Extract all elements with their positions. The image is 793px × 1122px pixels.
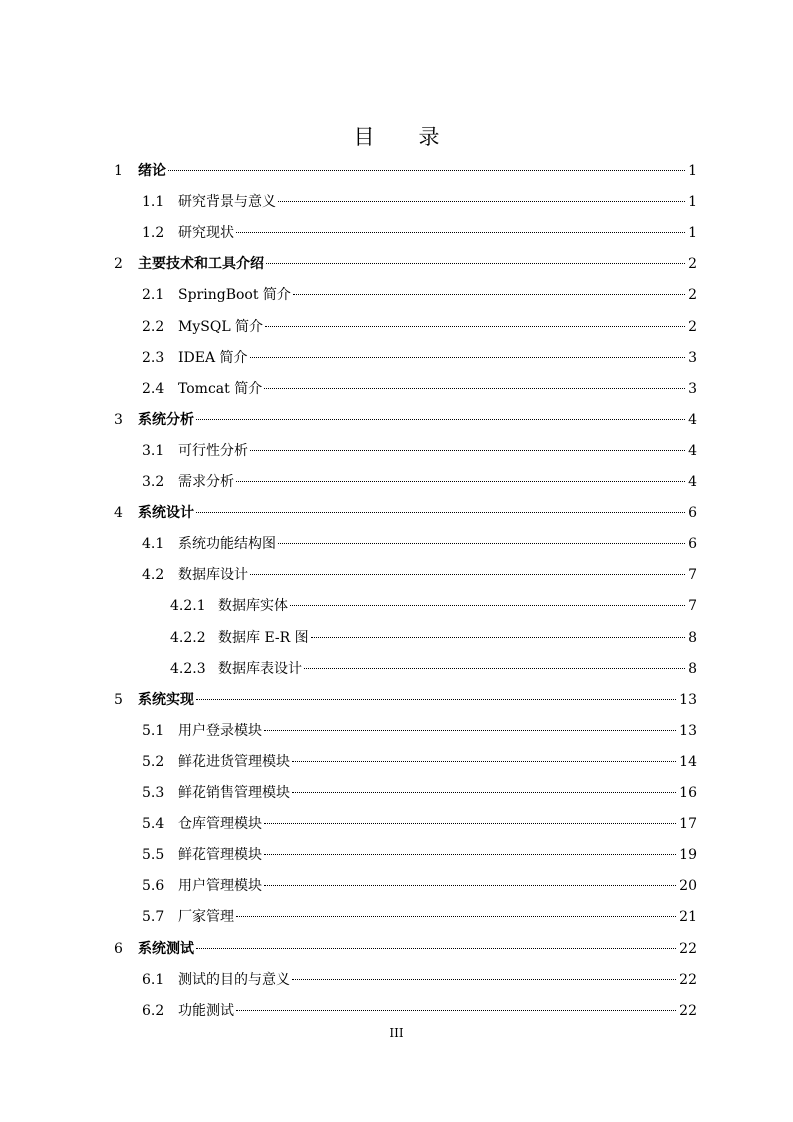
toc-entry-page: 20 bbox=[679, 878, 697, 895]
toc-dot-leader bbox=[311, 637, 685, 638]
toc-entry[interactable] bbox=[142, 374, 697, 404]
toc-dot-leader bbox=[250, 357, 686, 358]
toc-entry-page: 6 bbox=[688, 536, 697, 553]
toc-entry-page: 6 bbox=[688, 505, 697, 522]
toc-entry-page: 4 bbox=[688, 474, 697, 490]
toc-entry-title: 用户管理模块 bbox=[178, 878, 262, 895]
toc-entry-title: 仓库管理模块 bbox=[178, 816, 262, 833]
toc-entry[interactable] bbox=[142, 560, 697, 590]
toc-entry-page: 17 bbox=[679, 816, 697, 833]
toc-entry-number: 5.7 bbox=[142, 909, 165, 926]
toc-dot-leader bbox=[236, 481, 685, 482]
toc-dot-leader bbox=[236, 1010, 676, 1011]
toc-entry-number: 5.3 bbox=[142, 785, 165, 801]
toc-entry-number: 4.2.1 bbox=[170, 598, 206, 615]
toc-dot-leader bbox=[292, 761, 676, 762]
toc-dot-leader bbox=[196, 419, 685, 420]
toc-dot-leader bbox=[196, 512, 685, 513]
toc-entry-page: 13 bbox=[679, 722, 697, 739]
toc-entry-title: 可行性分析 bbox=[178, 442, 248, 459]
toc-entry-title: 数据库表设计 bbox=[218, 660, 302, 677]
toc-entry[interactable] bbox=[114, 934, 697, 964]
toc-entry-title: 鲜花进货管理模块 bbox=[178, 753, 290, 770]
toc-entry-page: 8 bbox=[688, 660, 697, 677]
toc-entry[interactable] bbox=[170, 654, 697, 684]
toc-entry-title: 主要技术和工具介绍 bbox=[138, 256, 264, 273]
toc-entry-title: 数据库实体 bbox=[218, 598, 288, 615]
toc-entry-page: 4 bbox=[688, 411, 697, 428]
toc-entry-title: 研究现状 bbox=[178, 225, 234, 242]
toc-dot-leader bbox=[304, 668, 685, 669]
toc-entry-title: 数据库设计 bbox=[178, 567, 248, 584]
toc-entry-page: 2 bbox=[688, 318, 697, 335]
toc-entry[interactable] bbox=[142, 840, 697, 870]
page-title bbox=[0, 121, 793, 151]
toc-entry[interactable] bbox=[142, 871, 697, 901]
toc-dot-leader bbox=[250, 450, 685, 451]
toc-entry-page: 14 bbox=[679, 753, 697, 770]
toc-dot-leader bbox=[196, 699, 676, 700]
toc-entry-number: 1 bbox=[114, 163, 123, 179]
toc-dot-leader bbox=[293, 294, 685, 295]
toc-entry-title: 系统测试 bbox=[138, 940, 194, 957]
toc-entry[interactable] bbox=[142, 965, 697, 995]
toc-dot-leader bbox=[292, 979, 676, 980]
toc-entry-page: 22 bbox=[679, 940, 697, 957]
toc-dot-leader bbox=[264, 854, 676, 855]
toc-entry-page: 2 bbox=[688, 287, 697, 304]
toc-entry-page: 3 bbox=[688, 380, 697, 397]
toc-entry-page: 3 bbox=[688, 349, 697, 366]
toc-entry-number: 3.1 bbox=[142, 442, 165, 459]
title-char-1: 目 bbox=[353, 125, 375, 149]
toc-entry-number: 3.2 bbox=[142, 474, 165, 490]
toc-dot-leader bbox=[278, 543, 685, 544]
toc-entry-title: 系统实现 bbox=[138, 691, 194, 708]
toc-entry[interactable] bbox=[114, 156, 697, 186]
toc-entry-title: 鲜花管理模块 bbox=[178, 847, 262, 864]
toc-entry-title: 用户登录模块 bbox=[178, 722, 262, 739]
toc-dot-leader bbox=[264, 388, 685, 389]
toc-entry-number: 4.1 bbox=[142, 536, 165, 553]
toc-dot-leader bbox=[278, 201, 685, 202]
toc-entry-page: 7 bbox=[688, 598, 697, 615]
toc-entry-number: 4 bbox=[114, 505, 123, 522]
toc-entry-number: 2.2 bbox=[142, 318, 165, 335]
toc-dot-leader bbox=[168, 170, 685, 171]
toc-entry-title: Tomcat 简介 bbox=[178, 380, 263, 397]
toc-entry-page: 1 bbox=[688, 225, 697, 242]
toc-entry[interactable] bbox=[142, 902, 697, 932]
toc-entry-title: 系统设计 bbox=[138, 505, 194, 522]
toc-entry-number: 2.4 bbox=[142, 380, 165, 397]
toc-dot-leader bbox=[266, 263, 685, 264]
toc-entry-page: 21 bbox=[679, 909, 697, 926]
toc-entry[interactable] bbox=[142, 218, 697, 248]
toc-dot-leader bbox=[264, 885, 676, 886]
toc-dot-leader bbox=[264, 730, 676, 731]
toc-entry-number: 5.5 bbox=[142, 847, 165, 864]
toc-entry-number: 5.4 bbox=[142, 816, 165, 833]
toc-entry-number: 5 bbox=[114, 691, 123, 708]
toc-entry[interactable] bbox=[170, 623, 697, 653]
toc-entry[interactable] bbox=[142, 747, 697, 777]
toc-entry-title: 系统功能结构图 bbox=[178, 536, 276, 553]
toc-entry-title: 鲜花销售管理模块 bbox=[178, 785, 290, 801]
toc-entry-number: 5.6 bbox=[142, 878, 165, 895]
toc-entry-number: 1.1 bbox=[142, 194, 165, 211]
toc-entry[interactable] bbox=[114, 498, 697, 528]
toc-entry-page: 1 bbox=[688, 194, 697, 211]
toc-entry-number: 6.2 bbox=[142, 1002, 165, 1019]
toc-dot-leader bbox=[236, 232, 685, 233]
toc-entry-page: 1 bbox=[688, 163, 697, 179]
toc-entry-number: 5.2 bbox=[142, 753, 165, 770]
toc-entry-number: 2.3 bbox=[142, 349, 165, 366]
toc-entry[interactable] bbox=[142, 187, 697, 217]
toc-dot-leader bbox=[292, 792, 676, 793]
toc-entry-number: 3 bbox=[114, 411, 123, 428]
toc-entry[interactable] bbox=[142, 716, 697, 746]
toc-entry-number: 4.2 bbox=[142, 567, 165, 584]
toc-entry[interactable] bbox=[142, 312, 697, 342]
toc-entry-title: 厂家管理 bbox=[178, 909, 234, 926]
toc-entry-page: 4 bbox=[688, 442, 697, 459]
toc-entry-number: 2 bbox=[114, 256, 123, 273]
toc-entry[interactable] bbox=[142, 436, 697, 466]
toc-entry[interactable] bbox=[142, 778, 697, 808]
toc-entry-page: 16 bbox=[679, 785, 697, 801]
toc-entry-page: 22 bbox=[679, 1002, 697, 1019]
toc-entry[interactable] bbox=[142, 343, 697, 373]
toc-entry-title: 研究背景与意义 bbox=[178, 194, 276, 211]
toc-entry-title: 系统分析 bbox=[138, 411, 194, 428]
toc-entry-page: 8 bbox=[688, 629, 697, 646]
toc-dot-leader bbox=[250, 574, 685, 575]
toc-entry[interactable] bbox=[114, 405, 697, 435]
toc-entry[interactable] bbox=[142, 809, 697, 839]
toc-entry[interactable] bbox=[170, 591, 697, 621]
toc-entry-title: 功能测试 bbox=[178, 1002, 234, 1019]
toc-entry-page: 13 bbox=[679, 691, 697, 708]
toc-entry-number: 6 bbox=[114, 940, 123, 957]
toc-dot-leader bbox=[196, 948, 676, 949]
title-char-2: 录 bbox=[418, 125, 440, 149]
toc-entry-title: IDEA 简介 bbox=[178, 349, 248, 366]
toc-entry[interactable] bbox=[142, 529, 697, 559]
toc-entry-number: 1.2 bbox=[142, 225, 165, 242]
toc-dot-leader bbox=[236, 916, 676, 917]
toc-entry-number: 5.1 bbox=[142, 722, 165, 739]
toc-entry-number: 4.2.3 bbox=[170, 660, 206, 677]
page-number: III bbox=[389, 1026, 404, 1040]
toc-entry-page: 7 bbox=[688, 567, 697, 584]
toc-entry-title: 需求分析 bbox=[178, 474, 234, 490]
toc-entry[interactable] bbox=[142, 467, 697, 497]
toc-dot-leader bbox=[265, 326, 685, 327]
toc-entry-title: MySQL 简介 bbox=[178, 318, 264, 335]
toc-dot-leader bbox=[264, 823, 676, 824]
toc-entry-page: 2 bbox=[688, 256, 697, 273]
toc-entry[interactable] bbox=[142, 996, 697, 1026]
toc-entry[interactable] bbox=[114, 249, 697, 279]
toc-entry[interactable] bbox=[142, 280, 697, 310]
toc-entry-number: 4.2.2 bbox=[170, 629, 206, 646]
toc-dot-leader bbox=[290, 605, 685, 606]
toc-entry-title: 测试的目的与意义 bbox=[178, 971, 290, 988]
toc-entry-title: 绪论 bbox=[138, 163, 166, 179]
toc-entry-page: 22 bbox=[679, 971, 697, 988]
toc-entry[interactable] bbox=[114, 685, 697, 715]
toc-entry-title: SpringBoot 简介 bbox=[178, 287, 291, 304]
toc-entry-number: 6.1 bbox=[142, 971, 165, 988]
toc-entry-title: 数据库 E-R 图 bbox=[218, 629, 309, 646]
toc-entry-page: 19 bbox=[679, 847, 697, 864]
toc-entry-number: 2.1 bbox=[142, 287, 165, 304]
